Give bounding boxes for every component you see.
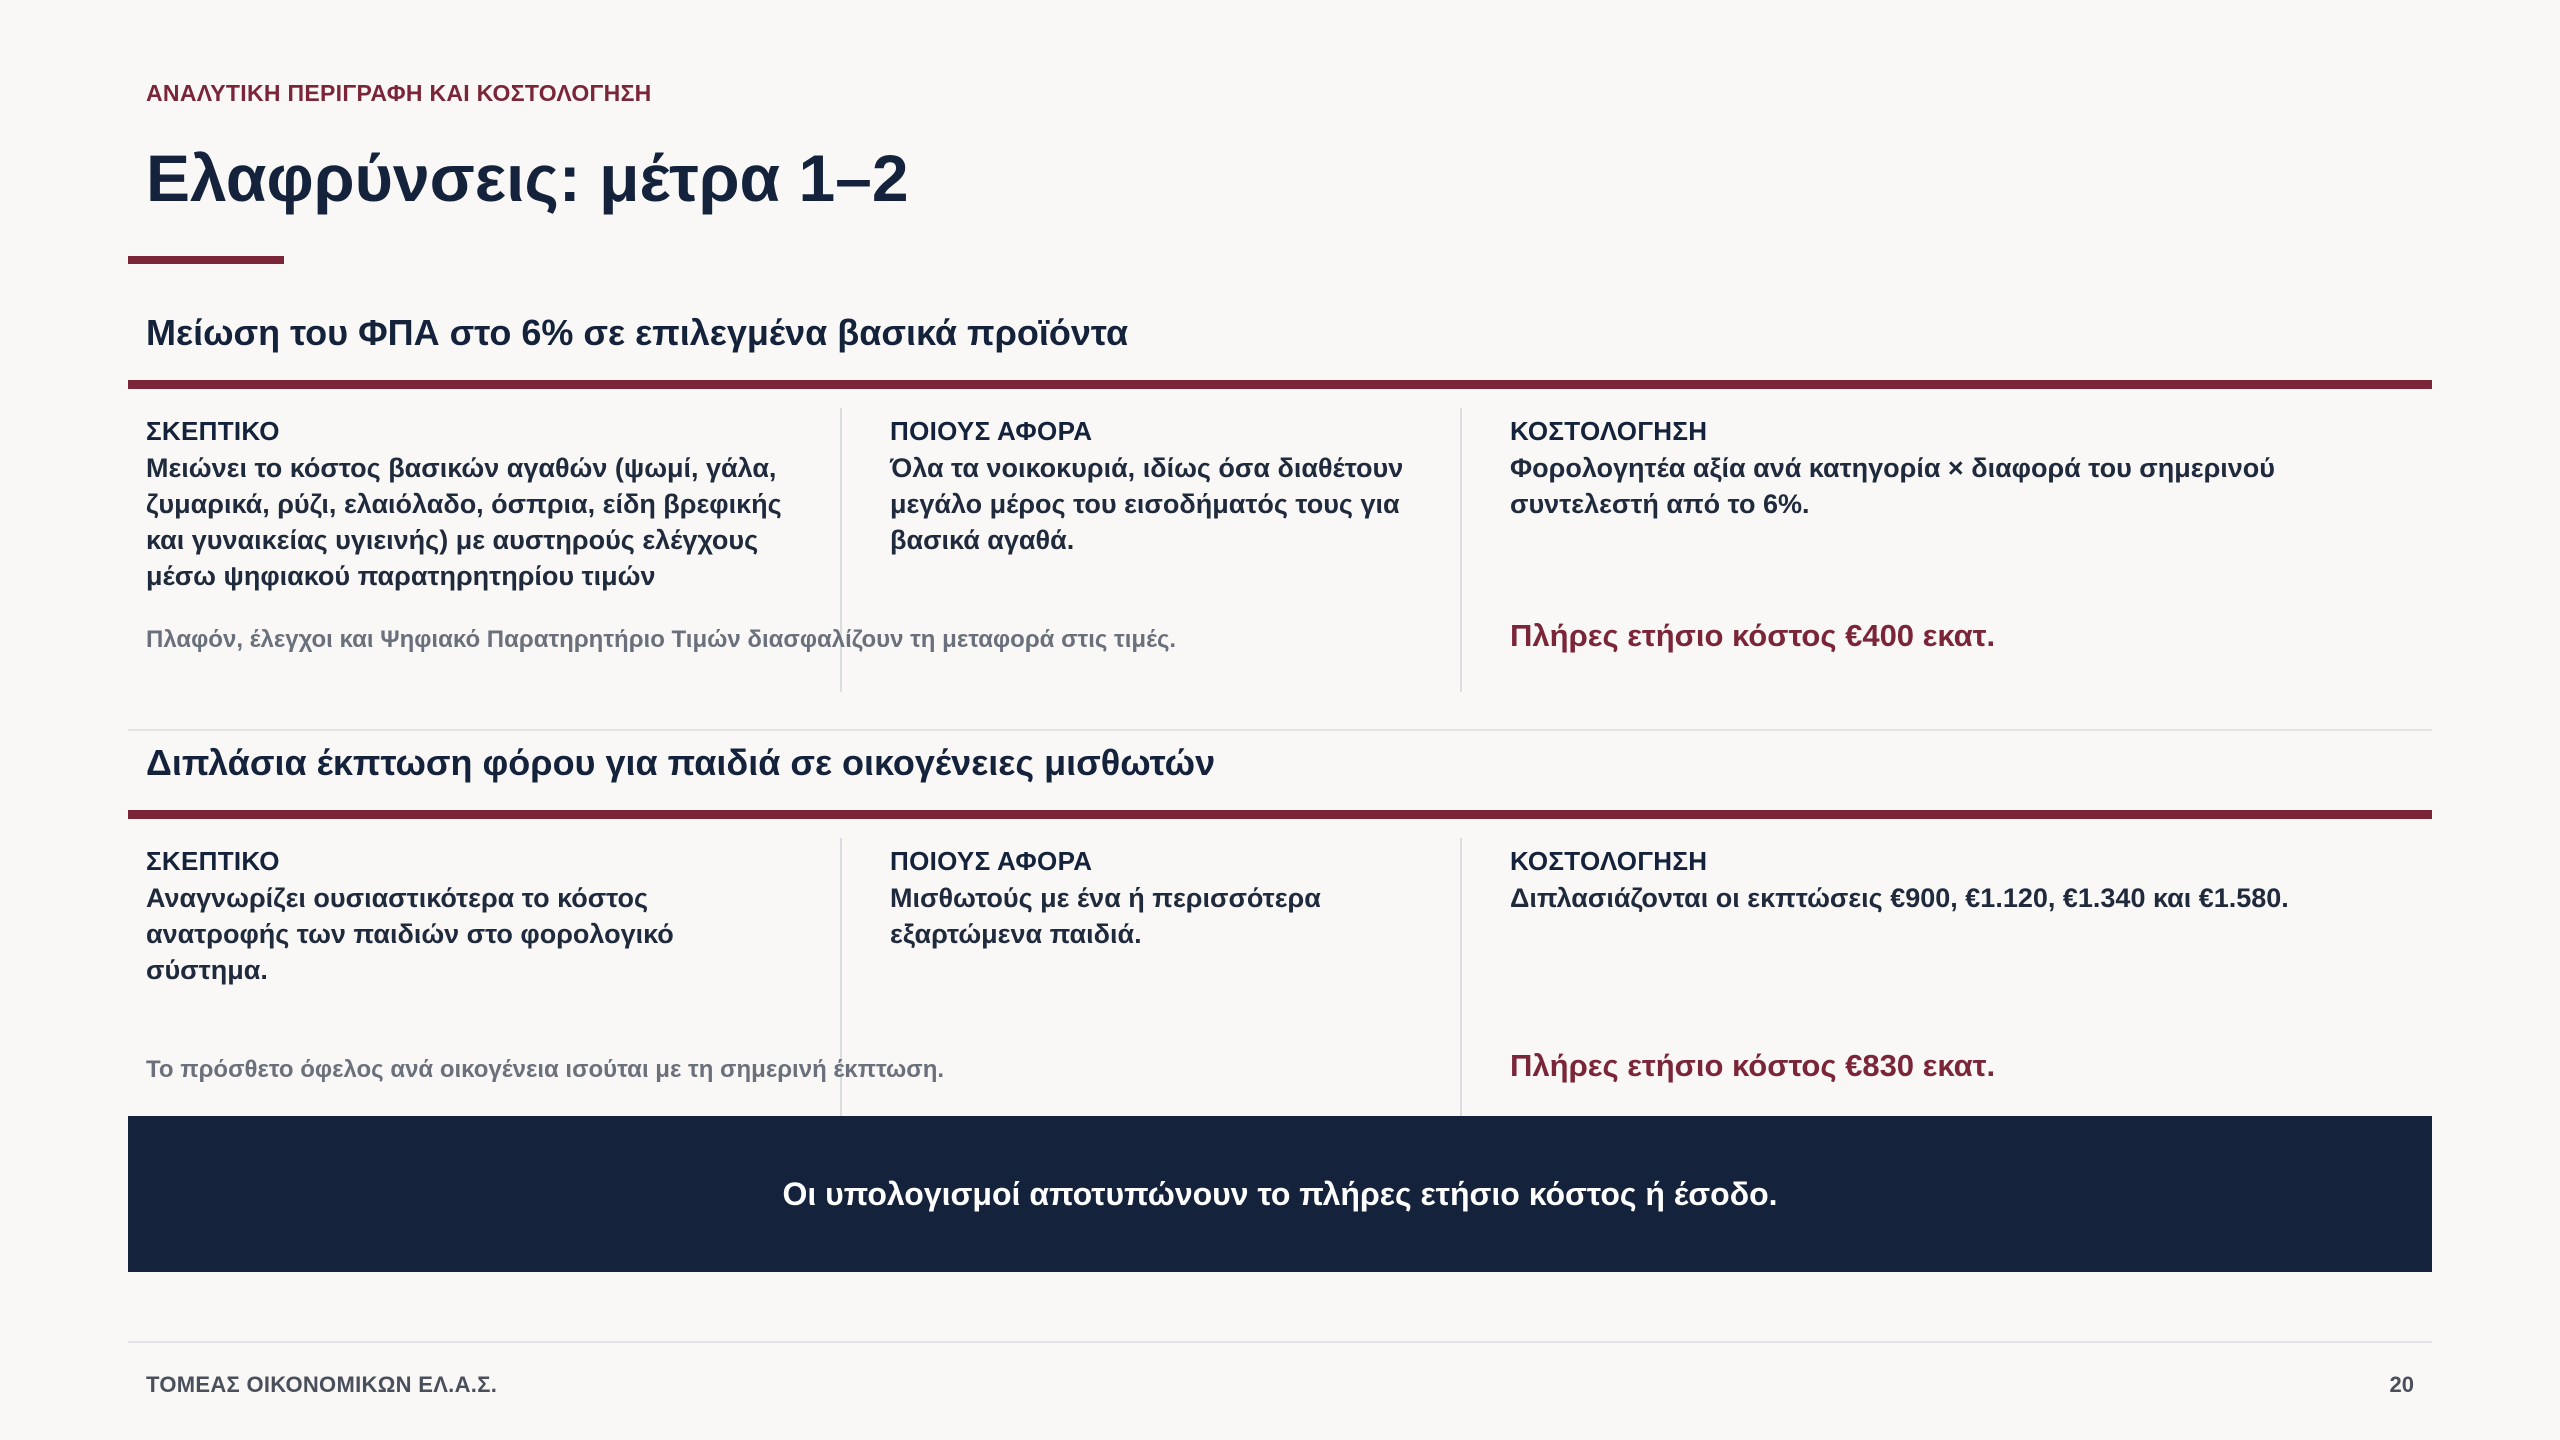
page-title: Ελαφρύνσεις: μέτρα 1–2 — [146, 141, 909, 215]
measure-2-costing-heading: ΚΟΣΤΟΛΟΓΗΣΗ — [1510, 846, 1708, 876]
measure-2-rule — [128, 810, 2432, 819]
measure-1-rule — [128, 380, 2432, 389]
measure-2-note: Το πρόσθετο όφελος ανά οικογένεια ισούται με τη σημερινή έκπτωση. — [146, 1056, 945, 1083]
footer-organization: ΤΟΜΕΑΣ ΟΙΚΟΝΟΜΙΚΩΝ ΕΛ.Α.Σ. — [146, 1372, 498, 1397]
measure-1-costing-heading: ΚΟΣΤΟΛΟΓΗΣΗ — [1510, 416, 1708, 446]
footer-rule — [128, 1341, 2432, 1343]
measure-1-title: Μείωση του ΦΠΑ στο 6% σε επιλεγμένα βασικά προϊόντα — [146, 312, 1129, 353]
measure-2-rationale-text: Αναγνωρίζει ουσιαστικότερα το κόστος ανατροφής των παιδιών στο φορολογικό σύστημα. — [146, 883, 674, 985]
section-divider — [128, 729, 2432, 731]
title-accent-rule — [128, 256, 284, 264]
measure-1-rationale-heading: ΣΚΕΠΤΙΚΟ — [146, 416, 280, 446]
summary-banner-text: Οι υπολογισμοί αποτυπώνουν το πλήρες ετήσιο κόστος ή έσοδο. — [782, 1175, 1778, 1212]
measure-2-title: Διπλάσια έκπτωση φόρου για παιδιά σε οικογένειες μισθωτών — [146, 742, 1216, 783]
measure-1-who-heading: ΠΟΙΟΥΣ ΑΦΟΡΑ — [890, 416, 1093, 446]
summary-banner — [128, 1116, 2432, 1272]
measure-2-who-text: Μισθωτούς με ένα ή περισσότερα εξαρτώμενα παιδιά. — [890, 883, 1321, 949]
measure-1-costing-text: Φορολογητέα αξία ανά κατηγορία × διαφορά του σημερινού συντελεστή από το 6%. — [1510, 453, 2276, 519]
measure-1-cost-total: Πλήρες ετήσιο κόστος €400 εκατ. — [1510, 618, 1996, 653]
measure-2-costing-text: Διπλασιάζονται οι εκπτώσεις €900, €1.120, €1.340 και €1.580. — [1510, 883, 2289, 913]
eyebrow-label: ΑΝΑΛΥΤΙΚΗ ΠΕΡΙΓΡΑΦΗ ΚΑΙ ΚΟΣΤΟΛΟΓΗΣΗ — [146, 80, 652, 106]
measure-1-note: Πλαφόν, έλεγχοι και Ψηφιακό Παρατηρητήριο Τιμών διασφαλίζουν τη μεταφορά στις τιμές. — [146, 626, 1177, 653]
page-number: 20 — [2389, 1372, 2414, 1397]
measure-2-rationale-heading: ΣΚΕΠΤΙΚΟ — [146, 846, 280, 876]
measure-1-column-divider-2 — [1460, 408, 1462, 692]
measure-2-column-divider-2 — [1460, 838, 1462, 1116]
measure-1-who-text: Όλα τα νοικοκυριά, ιδίως όσα διαθέτουν μεγάλο μέρος του εισοδήματός τους για βασικά αγαθά. — [890, 453, 1404, 555]
measure-2-cost-total: Πλήρες ετήσιο κόστος €830 εκατ. — [1510, 1048, 1996, 1083]
measure-1-rationale-text: Μειώνει το κόστος βασικών αγαθών (ψωμί, γάλα, ζυμαρικά, ρύζι, ελαιόλαδο, όσπρια, είδη βρεφικής και γυναικείας υγιεινής) με αυστηρούς ελέγχους μέσω ψηφιακού παρατηρητηρίου τιμών — [146, 453, 782, 591]
measure-2-who-heading: ΠΟΙΟΥΣ ΑΦΟΡΑ — [890, 846, 1093, 876]
